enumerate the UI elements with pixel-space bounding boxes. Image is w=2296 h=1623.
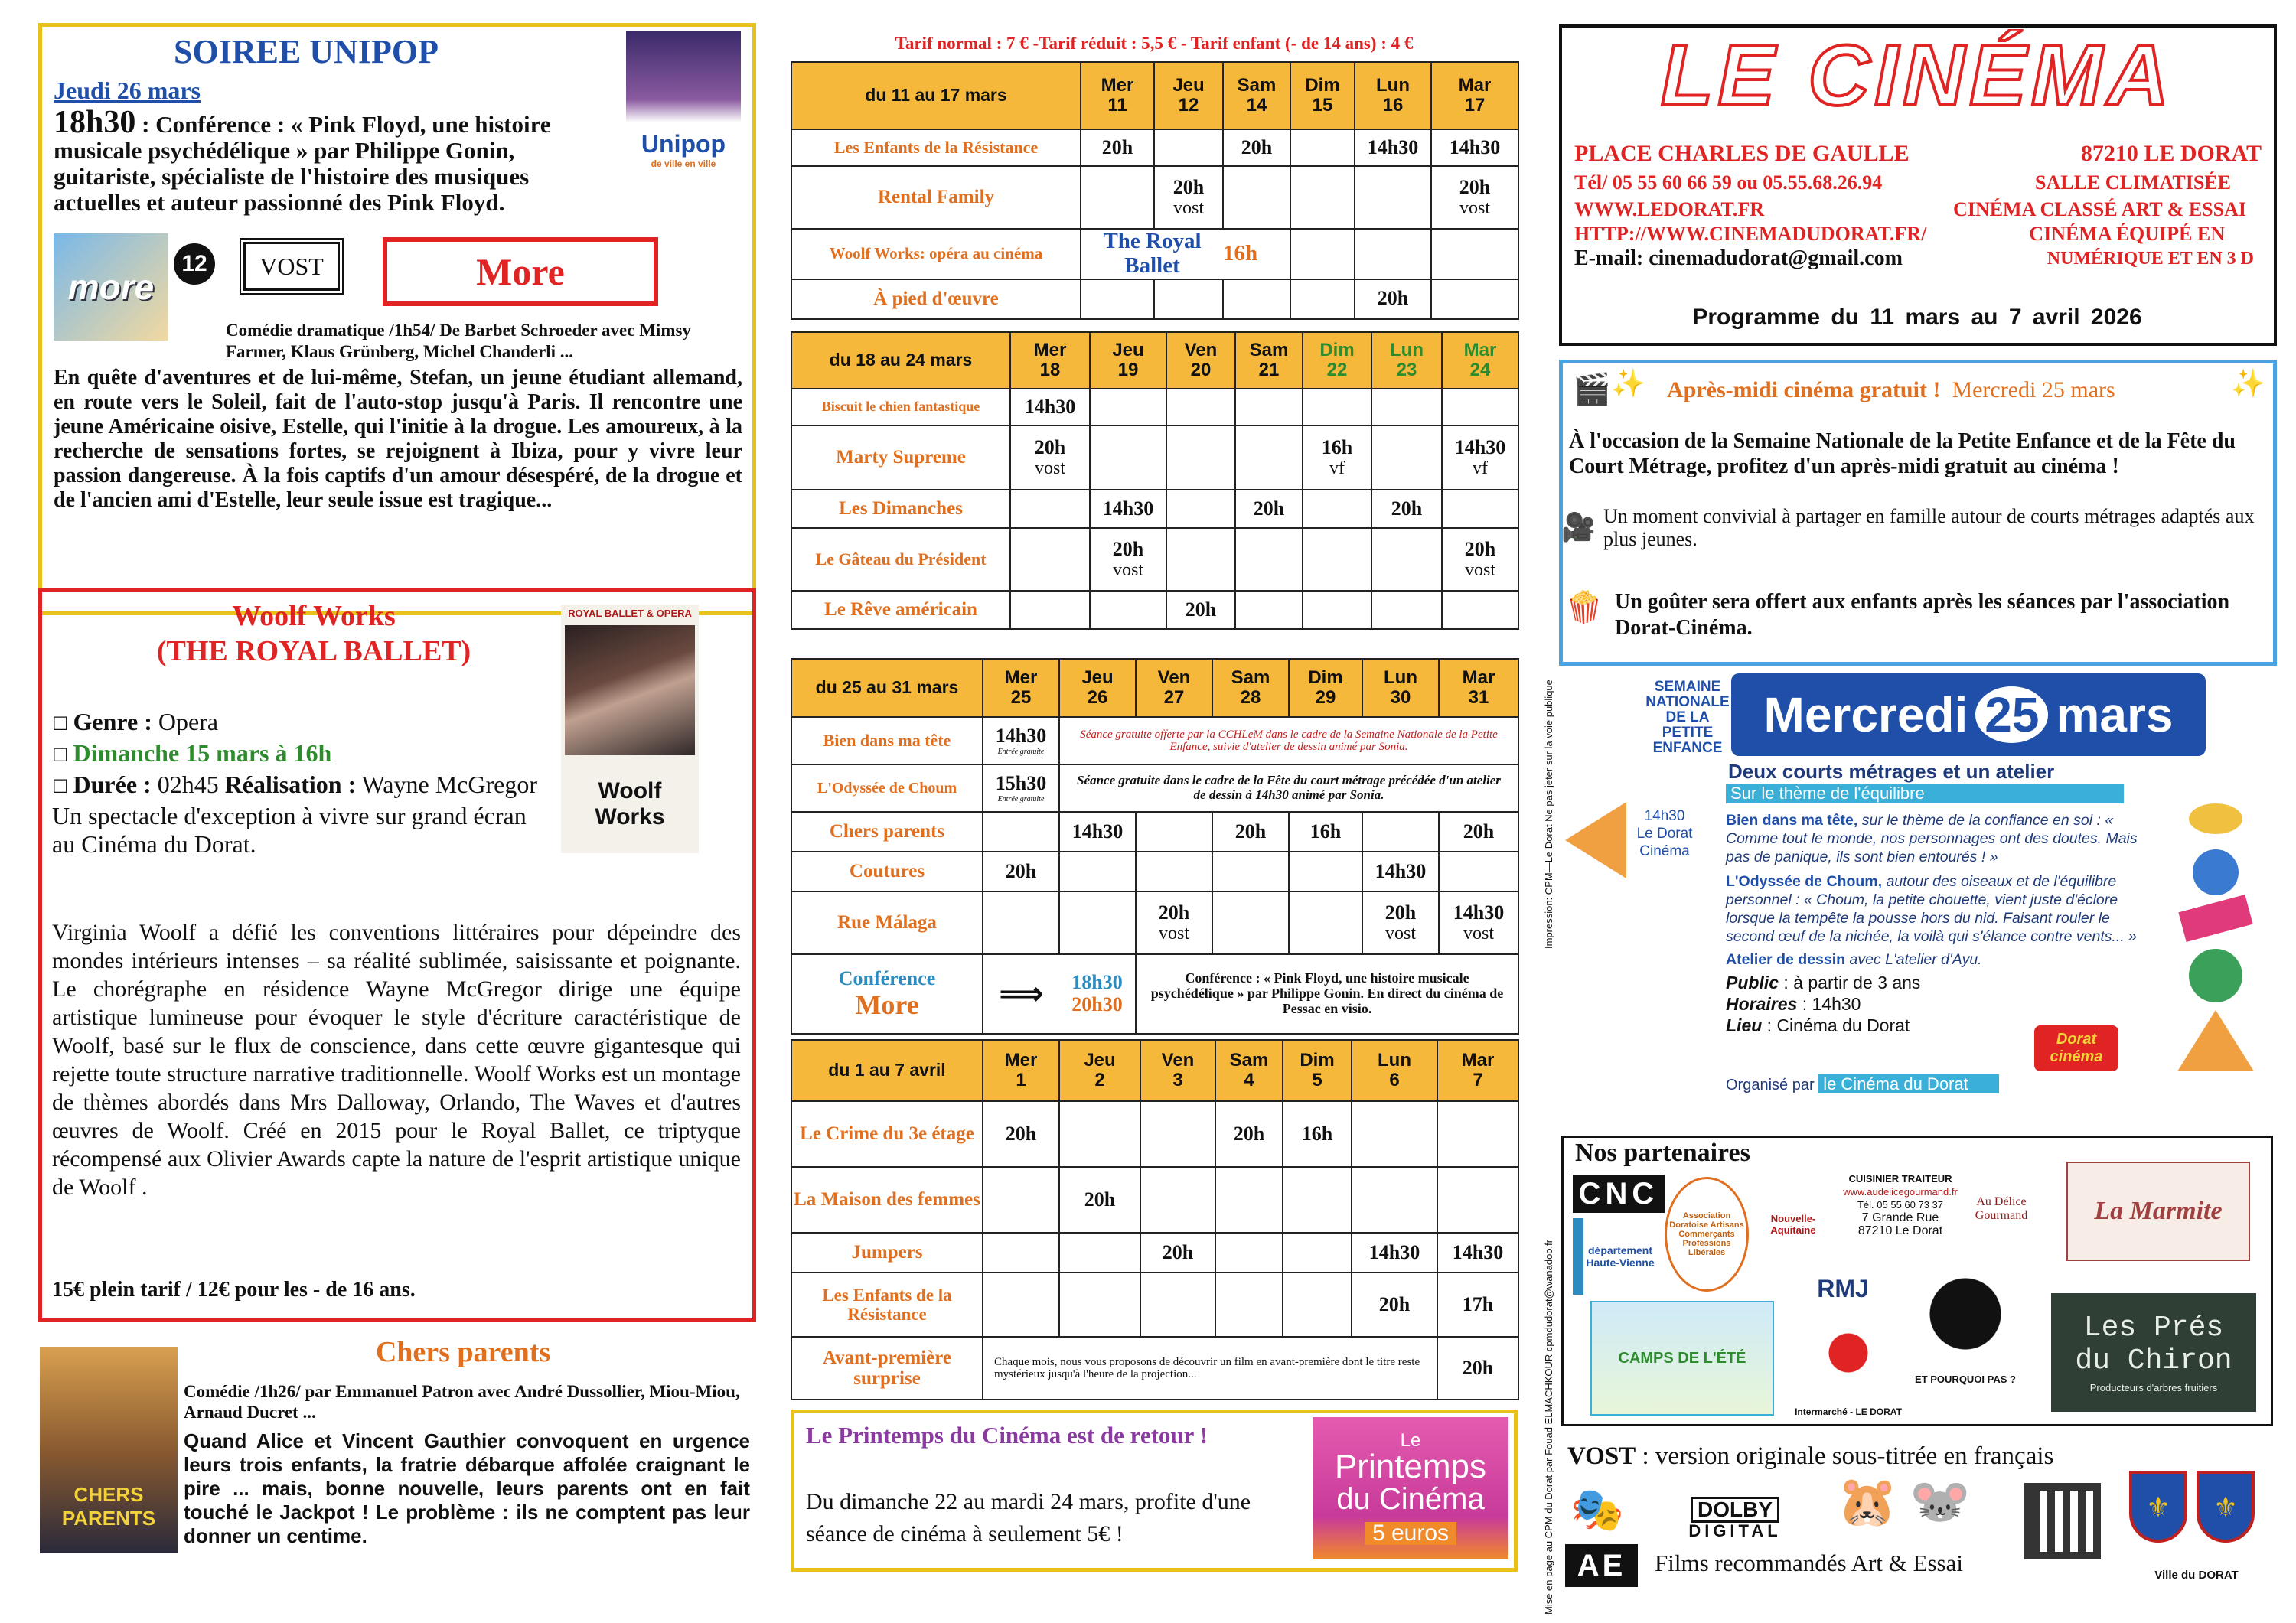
showtime: 14h30 [1010, 389, 1090, 425]
partners-title: Nos partenaires [1575, 1139, 1750, 1167]
header-address: PLACE CHARLES DE GAULLE [1574, 141, 1910, 166]
printemps-logo-4: 5 euros [1365, 1522, 1456, 1545]
programme-dates: Programme du 11 mars au 7 avril 2026 [1692, 305, 2142, 330]
week-4-day: Dim 5 [1283, 1040, 1352, 1101]
week-1-day: Dim 15 [1290, 62, 1355, 129]
film-woolf-works: Woolf Works: opéra au cinéma [791, 229, 1081, 279]
showtime: 15h30 Entrée gratuite [983, 764, 1059, 812]
traiteur-tel: Tél. 05 55 60 73 37 [1857, 1199, 1944, 1211]
week-1-period: du 11 au 17 mars [791, 62, 1081, 129]
week-1-day: Mer 11 [1081, 62, 1154, 129]
woolf-real: Wayne McGregor [356, 771, 537, 798]
film-rental-family: Rental Family [791, 166, 1081, 229]
unipop-title: SOIREE UNIPOP [174, 33, 439, 70]
unipop-logo-text: Unipop [641, 129, 726, 158]
showtime: 14h30 [1355, 129, 1431, 166]
semaine-logo: SEMAINE NATIONALE DE LA PETITE ENFANCE [1645, 680, 1730, 756]
unipop-desc: : Conférence : « Pink Floyd, une histoire musicale psychédélique » par Philippe Gonin, guitariste, spécialiste de l'histoire des musiques actuelles et auteur passionné des Pink Floyd. [54, 111, 551, 216]
week-4-period: du 1 au 7 avril [791, 1040, 983, 1101]
week-2-day: Ven 20 [1166, 332, 1235, 389]
printemps-title: Le Printemps du Cinéma est de retour ! [806, 1422, 1208, 1449]
film-marty-supreme: Marty Supreme [791, 425, 1010, 490]
chers-title: Chers parents [375, 1336, 551, 1368]
film-les-dimanches: Les Dimanches [791, 490, 1010, 528]
showtime: 20h [1437, 1337, 1518, 1400]
mercredi-atelier-text: avec L'atelier d'Ayu. [1845, 951, 1982, 968]
mercredi-film-1-text: sur le thème de la confiance en soi : « Comme tout le monde, nos personnages ont des doutes. Mais pas de panique, ils sont bien entourés ! » [1726, 812, 2138, 865]
print-credit-b: Mise en page au CPM du Dorat par Fouad ELMACHKOUR cpmdudorat@wanadoo.fr [1543, 1239, 1554, 1615]
showtime: 20h vost [1362, 891, 1439, 954]
organise-by: le Cinéma du Dorat [1818, 1074, 1999, 1093]
apresmidi-header [1667, 377, 2115, 403]
showtime: 20h [1355, 279, 1431, 319]
organise-label: Organisé par [1726, 1077, 1815, 1093]
unipop-logo-image [626, 31, 741, 184]
showtime: 20h vost [1010, 425, 1090, 490]
note-bien-dans-ma-tete: Séance gratuite offerte par la CCHLeM dans le cadre de la Semaine Nationale de la Petite Enfance, suivie d'atelier de dessin animé par Sonia. [1059, 717, 1518, 764]
mercredi-film-1: Bien dans ma tête, [1726, 812, 1858, 829]
more-label: More [855, 989, 919, 1020]
week-3-day: Lun 30 [1362, 659, 1439, 717]
intermarche-logo: Intermarché - LE DORAT [1791, 1310, 1906, 1417]
week-2-day: Jeu 19 [1090, 332, 1166, 389]
header-numerique: NUMÉRIQUE ET EN 3 D [2047, 249, 2254, 269]
chers-poster-title: CHERS PARENTS [61, 1483, 156, 1530]
header-classe: CINÉMA CLASSÉ ART & ESSAI [1953, 198, 2246, 220]
chers-credits: Comédie /1h26/ par Emmanuel Patron avec André Dussollier, Miou-Miou, Arnaud Ducret ... [184, 1382, 740, 1422]
traiteur-title: CUISINIER TRAITEUR [1848, 1173, 1952, 1185]
woolf-date-row: ☐ Dimanche 15 mars à 16h [52, 739, 332, 767]
film-enfants-resistance-2: Les Enfants de la Résistance [791, 1273, 983, 1337]
woolf-genre-label: Genre : [73, 708, 152, 735]
showtime: 14h30 vost [1439, 891, 1518, 954]
dorat-cinema-logo: Dorat cinéma [2034, 1025, 2118, 1071]
showtime: 20h vost [1090, 528, 1166, 591]
film-biscuit: Biscuit le chien fantastique [791, 389, 1010, 425]
week-2-day: Mar 24 [1442, 332, 1518, 389]
showtime: 14h30 [1090, 490, 1166, 528]
apresmidi-p2: Un moment convivial à partager en famille autour de courts métrages adaptés aux plus jeunes. [1603, 505, 2255, 550]
royal-ballet-time: 16h [1223, 229, 1290, 279]
mercredi-place-2: Cinéma [1639, 843, 1690, 859]
header-web: WWW.LEDORAT.FR [1574, 198, 1764, 220]
printemps-logo-1: Le [1400, 1430, 1421, 1451]
schedule-week-2 [791, 331, 1519, 630]
unipop-date: Jeudi 26 mars [54, 77, 201, 104]
mercredi-time: 14h30 [1644, 808, 1685, 824]
showtime: 14h30 vf [1442, 425, 1518, 490]
week-4-day: Jeu 2 [1059, 1040, 1140, 1101]
showtime: 14h30 [1437, 1233, 1518, 1273]
week-3-day: Sam 28 [1212, 659, 1289, 717]
woolf-poster [561, 605, 699, 853]
ville-label: Ville du DORAT [2154, 1569, 2239, 1582]
arrow-left-icon [1565, 802, 1626, 878]
more-title: More [476, 250, 565, 293]
week-3-day: Mar 31 [1439, 659, 1518, 717]
conference-label: Conférence [838, 966, 936, 989]
printemps-logo-2: Printemps [1334, 1448, 1487, 1485]
film-avant-premiere: Avant-première surprise [791, 1337, 983, 1400]
pres-chiron-2: du Chiron [2075, 1344, 2232, 1377]
week-3-day: Mer 25 [983, 659, 1059, 717]
mascot-icon: 🐹 [1837, 1475, 1898, 1529]
showtime: 20h [1140, 1233, 1215, 1273]
delice-gourmand-logo: Au Délice Gourmand [1975, 1195, 2028, 1222]
header-clim: SALLE CLIMATISÉE [2035, 171, 2231, 194]
tarif-banner: Tarif normal : 7 € -Tarif réduit : 5,5 € - Tarif enfant (- de 14 ans) : 4 € [895, 34, 1414, 53]
lieu-value: : Cinéma du Dorat [1762, 1015, 1910, 1035]
header-info [1574, 139, 2262, 271]
horaires-label: Horaires [1726, 994, 1798, 1014]
showtime: 20h [1352, 1273, 1437, 1337]
apresmidi-title: Après-midi cinéma gratuit ! [1667, 377, 1941, 402]
film-reve-americain: Le Rêve américain [791, 591, 1010, 629]
week-1-day: Sam 14 [1223, 62, 1290, 129]
lieu-label: Lieu [1726, 1015, 1763, 1035]
woolf-genre: Opera [152, 708, 219, 735]
unipop-text [54, 105, 605, 216]
more-credits: Comédie dramatique /1h54/ De Barbet Schroeder avec Mimsy Farmer, Klaus Grünberg, Michel Chanderli ... [226, 321, 691, 361]
more-poster-title: more [67, 267, 155, 307]
week-2-day: Lun 23 [1371, 332, 1442, 389]
3d-glasses-icon: 🎭 [1570, 1487, 1624, 1534]
showtime: 20h vost [1154, 166, 1223, 229]
woolf-real-label: Réalisation : [224, 771, 357, 798]
conference-arrow: ⟹ [983, 954, 1059, 1034]
royal-ballet-label: The Royal Ballet [1081, 229, 1223, 279]
week-2-day: Mer 18 [1010, 332, 1090, 389]
week-1-day: Mar 17 [1431, 62, 1518, 129]
vost-legend-label: VOST [1567, 1442, 1636, 1470]
film-coutures: Coutures [791, 852, 983, 891]
showtime: 20h [1223, 129, 1290, 166]
adacp-logo: Association Doratoise Artisans Commerçants Professions Libérales [1665, 1177, 1749, 1292]
week-3-period: du 25 au 31 mars [791, 659, 983, 717]
showtime: 17h [1437, 1273, 1518, 1337]
la-marmite-logo: La Marmite [2066, 1162, 2250, 1261]
showtime: 16h [1283, 1101, 1352, 1167]
nouvelle-aquitaine-logo: Nouvelle-Aquitaine [1770, 1213, 1816, 1236]
header-site: HTTP://WWW.CINEMADUDORAT.FR/ [1574, 223, 1927, 245]
sparkle-icon: ✨ [2231, 368, 2265, 399]
dolby-logo-1: DOLBY [1691, 1497, 1779, 1523]
unipop-logo-sub: de ville en ville [651, 158, 716, 169]
woolf-poster-top: ROYAL BALLET & OPERA [568, 608, 692, 619]
film-conference-more [791, 954, 983, 1034]
film-a-pied-oeuvre: À pied d'œuvre [791, 279, 1081, 319]
woolf-duree: 02h45 [151, 771, 225, 798]
mercredi-place-1: Le Dorat [1636, 826, 1693, 842]
woolf-genre-row: ☐ Genre : Opera [52, 708, 219, 735]
age-rating-badge [174, 243, 215, 285]
mercredi-film-2: L'Odyssée de Choum, [1726, 873, 1883, 890]
week-3-day: Dim 29 [1289, 659, 1362, 717]
showtime: 20h vost [1136, 891, 1212, 954]
dolby-logo [1670, 1494, 1800, 1543]
chers-synopsis: Quand Alice et Vincent Gauthier convoquent en urgence leurs trois enfants, la fratrie débarque affolée craignant le pire ... mais, bonne nouvelle, leurs parents ont en fait touché le Jackpot ! Le problème : ils ne comptent pas leur donner un centime. [184, 1429, 750, 1547]
film-rue-malaga: Rue Málaga [791, 891, 983, 954]
age-rating-value: 12 [181, 251, 207, 276]
film-jumpers: Jumpers [791, 1233, 983, 1273]
balance-illustration [2158, 803, 2273, 1079]
printemps-logo [1313, 1417, 1508, 1559]
week-2-day: Dim 22 [1303, 332, 1371, 389]
dolby-logo-2: DIGITAL [1688, 1521, 1782, 1540]
showtime: 14h30 Entrée gratuite [983, 717, 1059, 764]
schedule-week-4 [791, 1039, 1519, 1400]
pres-chiron-logo [2051, 1293, 2256, 1412]
mercredi-atelier: Atelier de dessin [1726, 951, 1846, 968]
pres-chiron-1: Les Prés [2083, 1312, 2224, 1344]
film-chers-parents: Chers parents [791, 812, 983, 852]
organise-row [1726, 1074, 1999, 1094]
woolf-body: Virginia Woolf a défié les conventions littéraires pour dépeindre des mondes intérieurs intenses – sa réalité sublimée, saisissante et poignante. Le chorégraphe en résidence Wayne McGregor dirige une équipe artistique lumineuse pour évoquer le style d'écriture caractéristique de Woolf, basé sur le flux de conscience, dans cette œuvre gigantesque qui rejette toute structure narrative traditionnelle. Woolf Works est un montage de thèmes abordés dans Mrs Dalloway, Orlando, The Waves et d'autres œuvres de Woolf. Créé en 2015 pour le Royal Ballet, ce triptyque récompensé aux Olivier Awards capte la nature de l'esprit artistique unique de Woolf . [52, 920, 741, 1200]
camera-icon: 🎥 [1561, 512, 1596, 543]
film-enfants-resistance: Les Enfants de la Résistance [791, 129, 1081, 166]
woolf-duree-row: ☐ Durée : 02h45 Réalisation : Wayne McGregor [52, 771, 537, 798]
apresmidi-p3: Un goûter sera offert aux enfants après les séances par l'association Dorat-Cinéma. [1615, 590, 2230, 640]
vost-legend [1567, 1442, 2053, 1471]
more-title-box [383, 237, 658, 306]
vost-badge [243, 242, 340, 291]
vost-legend-text: : version originale sous-titrée en français [1636, 1442, 2054, 1470]
film-bien-dans-ma-tete: Bien dans ma tête [791, 717, 983, 764]
chers-poster [40, 1347, 178, 1553]
woolf-duree-label: Durée : [73, 771, 152, 798]
week-1-day: Jeu 12 [1154, 62, 1223, 129]
schedule-week-1 [791, 61, 1519, 320]
showtime: 20h vost [1442, 528, 1518, 591]
woolf-info [52, 708, 542, 859]
qr-code-icon [2024, 1483, 2101, 1559]
showtime: 20h [1439, 812, 1518, 852]
conference-note: Conférence : « Pink Floyd, une histoire musicale psychédélique » par Philippe Gonin. En direct du cinéma de Pessac en visio. [1136, 954, 1518, 1034]
film-gateau-president: Le Gâteau du Président [791, 528, 1010, 591]
mercredi-time-place [1626, 807, 1703, 860]
week-2-period: du 18 au 24 mars [791, 332, 1010, 389]
showtime: 20h [1235, 490, 1303, 528]
showtime: 20h [1059, 1167, 1140, 1233]
cinema-title: LE CINÉMA [1661, 29, 2174, 121]
woolf-price: 15€ plein tarif / 12€ pour les - de 16 ans. [52, 1278, 416, 1302]
showtime: 20h [1371, 490, 1442, 528]
mercredi-banner-3: mars [2056, 687, 2174, 742]
conference-time-2: 20h30 [1071, 993, 1123, 1015]
woolf-date: Dimanche 15 mars à 16h [73, 739, 332, 767]
woolf-title-line1: Woolf Works [232, 600, 396, 632]
showtime: 14h30 [1352, 1233, 1437, 1273]
week-4-day: Lun 6 [1352, 1040, 1437, 1101]
schedule-week-3 [791, 658, 1519, 1035]
header-city: 87210 LE DORAT [2080, 141, 2262, 166]
printemps-text: Du dimanche 22 au mardi 24 mars, profite d'une séance de cinéma à seulement 5€ ! [806, 1489, 1251, 1546]
coat-of-arms-icon: ⚜ [2197, 1471, 2255, 1543]
coat-of-arms-icon: ⚜ [2129, 1471, 2187, 1543]
public-value: : à partir de 3 ans [1779, 973, 1921, 992]
camps-ete-logo: CAMPS DE L'ÉTÉ [1590, 1301, 1774, 1416]
woolf-poster-title: Woolf Works [595, 778, 665, 829]
film-crime-3e-etage: Le Crime du 3e étage [791, 1101, 983, 1167]
more-poster [54, 233, 168, 341]
avant-premiere-note: Chaque mois, nous vous proposons de découvrir un film en avant-première dont le titre reste mystérieux jusqu'à l'heure de la projection... [983, 1337, 1437, 1400]
week-1-day: Lun 16 [1355, 62, 1431, 129]
conference-times [1059, 954, 1136, 1034]
vost-badge-label: VOST [259, 252, 324, 280]
showtime: 20h [983, 852, 1059, 891]
showtime: 14h30 [1059, 812, 1136, 852]
showtime: 16h [1289, 812, 1362, 852]
traiteur-addr-1: 7 Grande Rue [1861, 1211, 1939, 1224]
mercredi-film-2-text: autour des oiseaux et de l'équilibre personnel : « Choum, la petite chouette, vient juste d'éclore lorsque la tempête la pousse hors du nid. Faisant rouler le second œuf de la nichée, la voilà qui s'élance contre vents... » [1726, 873, 2138, 945]
showtime: 14h30 [1431, 129, 1518, 166]
film-maison-des-femmes: La Maison des femmes [791, 1167, 983, 1233]
mercredi-theme: Sur le thème de l'équilibre [1726, 784, 2124, 803]
cnc-logo: CNC [1573, 1175, 1665, 1213]
horaires-value: : 14h30 [1797, 994, 1861, 1014]
apresmidi-p1: À l'occasion de la Semaine Nationale de la Petite Enfance et de la Fête du Court Métrage, profitez d'un après-midi gratuit au cinéma ! [1569, 429, 2236, 478]
showtime: 20h [1212, 812, 1289, 852]
week-4-day: Sam 4 [1215, 1040, 1283, 1101]
showtime: 14h30 [1362, 852, 1439, 891]
haute-vienne-logo: département Haute-Vienne [1573, 1218, 1657, 1295]
print-credit-a: Impression: CPM—Le Dorat Ne pas jeter sur la voie publique [1543, 680, 1554, 949]
mercredi-sub: Deux courts métrages et un atelier [1728, 760, 2055, 783]
header-email: E-mail: cinemadudorat@gmail.com [1574, 246, 1903, 270]
note-odyssee-choum: Séance gratuite dans le cadre de la Fête du court métrage précédée d'un atelier de dessin à 14h30 animé par Sonia. [1059, 764, 1518, 812]
mercredi-banner-2: 25 [1975, 686, 2048, 743]
showtime: 16h vf [1303, 425, 1371, 490]
printemps-logo-3: du Cinéma [1336, 1482, 1485, 1516]
traiteur-web: www.audelicegourmand.fr [1843, 1186, 1958, 1198]
pres-chiron-3: Producteurs d'arbres fruitiers [2089, 1382, 2218, 1393]
header-equipe: CINÉMA ÉQUIPÉ EN [2029, 223, 2225, 245]
week-3-day: Ven 27 [1136, 659, 1212, 717]
mercredi-banner [1731, 673, 2206, 756]
week-4-day: Mer 1 [983, 1040, 1059, 1101]
clapper-icon: 🎬 [1573, 372, 1611, 406]
public-label: Public [1726, 973, 1779, 992]
mercredi-films [1726, 811, 2139, 1036]
showtime: 20h [1081, 129, 1154, 166]
woolf-title-line2: (THE ROYAL BALLET) [156, 635, 471, 667]
more-synopsis: En quête d'aventures et de lui-même, Stefan, un jeune étudiant allemand, en route vers le Soleil, fait de l'auto-stop jusqu'à Paris. Il rencontre une jeune Américaine oisive, Estelle, qui l'initie à la drogue. Les amoureux, à la recherche de sensations fortes, se rejoignent à Ibiza, pour y vivre leur passion dangereuse. À la fois captifs d'un amour désespéré, de la drogue et de l'ancien ami d'Estelle, leur seule issue est tragique... [54, 366, 742, 512]
recommandes-text: Films recommandés Art & Essai [1655, 1550, 1963, 1576]
art-essai-logo: AE [1565, 1544, 1638, 1587]
conference-time-1: 18h30 [1071, 971, 1123, 994]
woolf-title [92, 598, 536, 669]
film-odyssee-choum: L'Odyssée de Choum [791, 764, 983, 812]
popcorn-icon: 🍿 [1565, 590, 1603, 624]
showtime: 20h [983, 1101, 1059, 1167]
header-tel: Tél/ 05 55 60 66 59 ou 05.55.68.26.94 [1574, 171, 1883, 194]
showtime: 20h [1215, 1101, 1283, 1167]
sparkle-icon: ✨ [1611, 368, 1645, 399]
pourquoi-pas-logo: ET POURQUOI PAS ? [1912, 1270, 2019, 1385]
woolf-lead: Un spectacle d'exception à vivre sur grand écran au Cinéma du Dorat. [52, 802, 527, 858]
week-4-day: Mar 7 [1437, 1040, 1518, 1101]
rmj-logo: RMJ [1817, 1274, 1869, 1302]
week-3-day: Jeu 26 [1059, 659, 1136, 717]
showtime: 20h vost [1431, 166, 1518, 229]
unipop-time: 18h30 [54, 105, 136, 140]
apresmidi-date: Mercredi 25 mars [1952, 377, 2115, 402]
traiteur-info [1843, 1172, 1958, 1237]
week-4-day: Ven 3 [1140, 1040, 1215, 1101]
mercredi-banner-1: Mercredi [1763, 687, 1968, 742]
mascot-icon: 🐭 [1910, 1475, 1971, 1529]
traiteur-addr-2: 87210 Le Dorat [1857, 1224, 1943, 1237]
showtime: 20h [1166, 591, 1235, 629]
week-2-day: Sam 21 [1235, 332, 1303, 389]
